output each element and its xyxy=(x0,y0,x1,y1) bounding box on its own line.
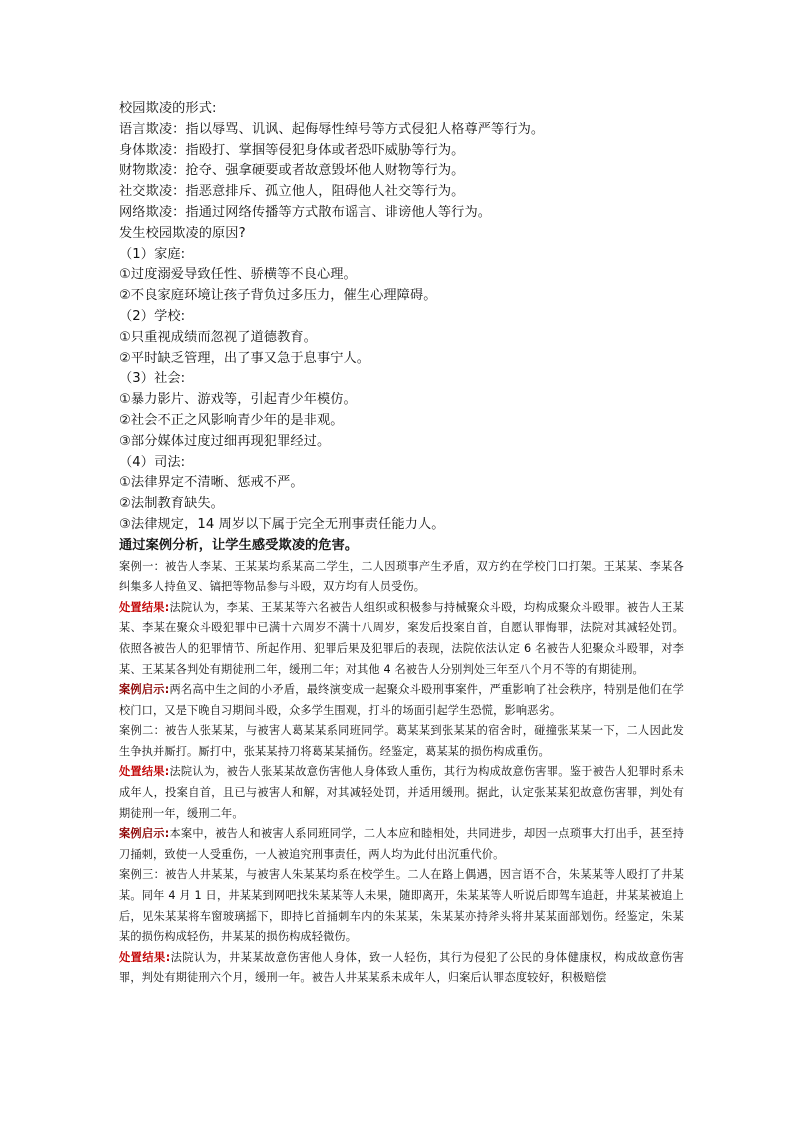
insight-text: 本案中，被告人和被害人系同班同学，二人本应和睦相处，共同进步，却因一点琐事大打出手，甚至持刀捅刺，致使一人受重伤，一人被追究刑事责任，两人均为此付出沉重代价。 xyxy=(119,827,684,861)
cases-heading: 通过案例分析，让学生感受欺凌的危害。 xyxy=(119,537,359,553)
case3-text: 案例三：被告人井某某，与被害人朱某某均系在校学生。二人在路上偶遇，因言语不合，朱某某等人殴打了井某某。同年 4 月 1 日，井某某到网吧找朱某某等人未果，随即离开，朱某某等人听说后即驾车追赶，井某某被追上后，见朱某某将车窗玻璃摇下，即持匕首捅刺车内的朱某某，朱某某亦持斧头将井某某面部划伤。经鉴定，朱某某的损伤构成轻伤，井某某的损伤构成轻微伤。 xyxy=(119,868,684,944)
cause-item: ②不良家庭环境让孩子背负过多压力，催生心理障碍。 xyxy=(119,288,437,304)
cause-item: ①暴力影片、游戏等，引起青少年模仿。 xyxy=(119,392,357,408)
cause-group-title: （2）学校: xyxy=(119,308,186,324)
result-label: 处置结果: xyxy=(119,765,170,779)
insight-label: 案例启示: xyxy=(119,683,170,697)
insight-label: 案例启示: xyxy=(119,827,170,841)
cause-item: ③部分媒体过度过细再现犯罪经过。 xyxy=(119,433,331,449)
causes-heading: 发生校园欺凌的原因? xyxy=(119,225,246,241)
forms-heading: 校园欺凌的形式: xyxy=(119,101,217,116)
form-item-social: 社交欺凌：指恶意排斥、孤立他人，阻碍他人社交等行为。 xyxy=(119,184,465,200)
result-text: 法院认为，被告人张某某故意伤害他人身体致人重伤，其行为构成故意伤害罪。鉴于被告人犯罪时系未成年人，投案自首，且已与被害人和解，对其减轻处罚，并适用缓刑。据此，认定张某某犯故意伤害罪，判处有期徒刑一年，缓刑二年。 xyxy=(119,765,684,820)
cause-group-title: （4）司法: xyxy=(119,454,186,470)
cause-item: ②社会不正之风影响青少年的是非观。 xyxy=(119,412,344,428)
cause-item: ③法律规定，14 周岁以下属于完全无刑事责任能力人。 xyxy=(119,516,445,532)
case2-result xyxy=(119,762,684,824)
case2-insight xyxy=(119,824,684,865)
result-text: 法院认为，李某、王某某等六名被告人组织或积极参与持械聚众斗殴，均构成聚众斗殴罪。被告人王某某、李某在聚众斗殴犯罪中已满十六周岁不满十八周岁，案发后投案自首，自愿认罪悔罪，法院对其减轻处罚。依照各被告人的犯罪情节、所起作用、犯罪后果及犯罪后的表现，法院依法认定 6 名被告人犯聚众斗殴罪，对李某、王某某各判处有期徒刑二年，缓刑二年；对其他 4 名被告人分别判处三年至八个月不等的有期徒刑。 xyxy=(119,600,684,676)
form-item-property: 财物欺凌：抢夺、强拿硬要或者故意毁坏他人财物等行为。 xyxy=(119,163,465,179)
case2-text: 案例二：被告人张某某，与被害人葛某某系同班同学。葛某某到张某某的宿舍时，碰撞张某某一下，二人因此发生争执并厮打。厮打中，张某某持刀将葛某某捅伤。经鉴定，葛某某的损伤构成重伤。 xyxy=(119,724,684,758)
result-text: 法院认为，井某某故意伤害他人身体，致一人轻伤，其行为侵犯了公民的身体健康权，构成故意伤害罪，判处有期徒刑六个月，缓刑一年。被告人井某某系未成年人，归案后认罪态度较好，积极赔偿 xyxy=(119,950,684,985)
result-label: 处置结果: xyxy=(119,950,171,964)
cause-item: ①过度溺爱导致任性、骄横等不良心理。 xyxy=(119,267,357,283)
cause-item: ②平时缺乏管理，出了事又急于息事宁人。 xyxy=(119,350,371,366)
cause-item: ②法制教育缺失。 xyxy=(119,496,224,512)
cause-item: ①法律界定不清晰、惩戒不严。 xyxy=(119,475,304,491)
form-item-cyber: 网络欺凌：指通过网络传播等方式散布谣言、诽谤他人等行为。 xyxy=(119,204,492,220)
insight-text: 两名高中生之间的小矛盾，最终演变成一起聚众斗殴刑事案件，严重影响了社会秩序，特别是他们在学校门口，又是下晚自习期间斗殴，众多学生围观，打斗的场面引起学生恐慌，影响恶劣。 xyxy=(119,683,684,717)
cause-group-title: （1）家庭: xyxy=(119,246,186,262)
form-item-verbal: 语言欺凌：指以辱骂、讥讽、起侮辱性绰号等方式侵犯人格尊严等行为。 xyxy=(119,121,545,137)
case1-text: 案例一：被告人李某、王某某均系某高二学生，二人因琐事产生矛盾，双方约在学校门口打架。王某某、李某各纠集多人持鱼叉、镐把等物品参与斗殴，双方均有人员受伤。 xyxy=(119,559,684,594)
result-label: 处置结果: xyxy=(119,600,170,614)
document-page xyxy=(119,99,684,989)
case1-result xyxy=(119,598,684,680)
cause-item: ①只重视成绩而忽视了道德教育。 xyxy=(119,329,317,345)
cause-group-title: （3）社会: xyxy=(119,371,186,387)
case1-insight xyxy=(119,680,684,721)
case3-result xyxy=(119,948,684,989)
form-item-physical: 身体欺凌：指殴打、掌掴等侵犯身体或者恐吓威胁等行为。 xyxy=(119,142,465,158)
